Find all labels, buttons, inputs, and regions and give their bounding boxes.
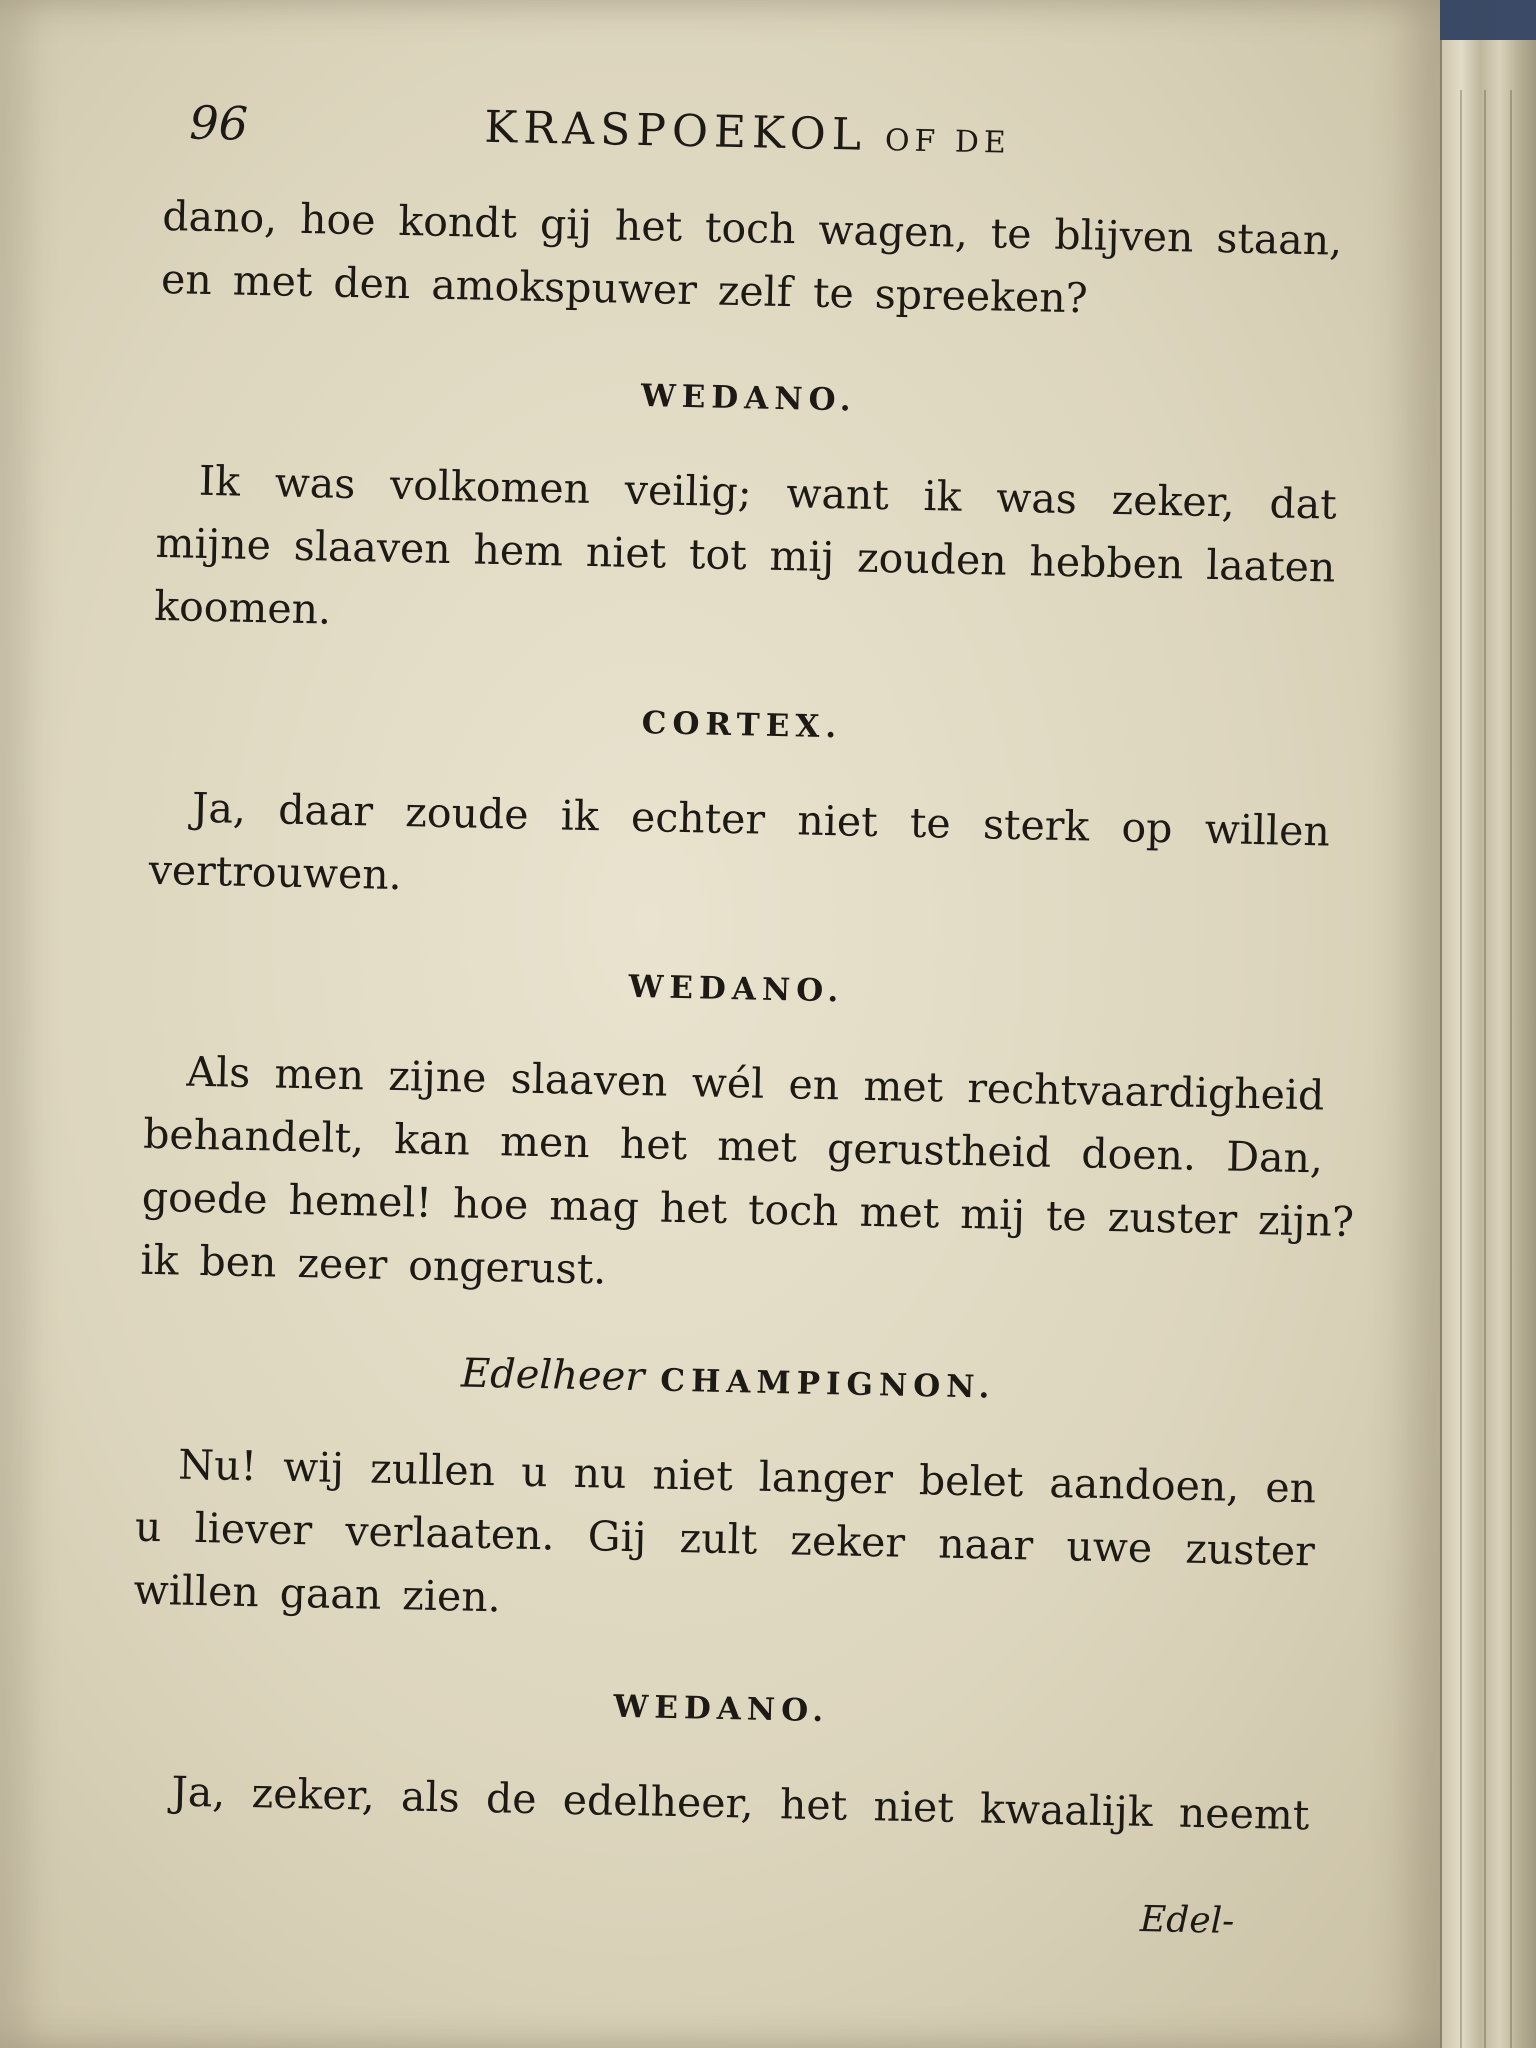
text-line: Ja, daar zoude ik echter niet te sterk op willen [191, 783, 1331, 856]
page-edge-line [1484, 90, 1486, 2048]
speaker-heading [138, 1342, 1319, 1420]
running-title-main: KRASPOEKOL [483, 101, 868, 161]
page-number: 96 [188, 95, 249, 151]
text-line: vertrouwen. [148, 845, 403, 900]
speaker-heading: WEDANO. [640, 378, 857, 419]
text-line: u liever verlaaten. Gij zult zeker naar uwe zuster [134, 1502, 1316, 1576]
speaker-heading: WEDANO. [613, 1688, 830, 1730]
text-line: Als men zijne slaaven wél en met rechtvaardigheid [186, 1047, 1325, 1120]
text-line: Ja, zeker, als de edelheer, het niet kwaalijk neemt [170, 1767, 1310, 1840]
speech-paragraph [133, 1433, 1317, 1647]
text-line: willen gaan zien. [133, 1565, 502, 1622]
text-line: behandelt, kan men het met gerustheid doen. Dan, [142, 1109, 1324, 1183]
page-stack-edge [1440, 40, 1536, 2048]
running-title [484, 102, 1012, 164]
speaker-heading: WEDANO. [628, 968, 845, 1010]
text-line: goede hemel! hoe mag het toch met mij te zuster zijn? [141, 1172, 1355, 1247]
text-line: koomen. [153, 581, 332, 634]
running-title-small: OF DE [884, 123, 1012, 161]
speech-paragraph [148, 776, 1330, 927]
speech-paragraph [140, 1040, 1355, 1317]
page-edge-line [1460, 90, 1462, 2048]
page-edge-line [1510, 90, 1512, 2048]
page-text [129, 95, 1355, 1847]
text-line: Ik was volkomen veilig; want ik was zeker, dat [198, 456, 1338, 529]
speaker-name: CHAMPIGNON. [659, 1362, 996, 1406]
text-line: dano, hoe kondt gij het toch wagen, te blijven staan, [161, 191, 1343, 265]
text-line: en met den amokspuwer zelf te spreeken? [160, 254, 1089, 323]
text-line: Nu! wij zullen u nu niet langer belet aandoen, en [177, 1440, 1317, 1513]
text-line: mijne slaaven hem niet tot mij zouden hebben laaten [155, 518, 1336, 592]
catchword: Edel- [1139, 1899, 1235, 1942]
speech-paragraph [154, 449, 1338, 663]
text-line: ik ben zeer ongerust. [140, 1235, 607, 1294]
opening-paragraph [160, 185, 1342, 336]
speaker-heading: CORTEX. [641, 705, 843, 746]
speaker-title: Edelheer [460, 1350, 645, 1401]
